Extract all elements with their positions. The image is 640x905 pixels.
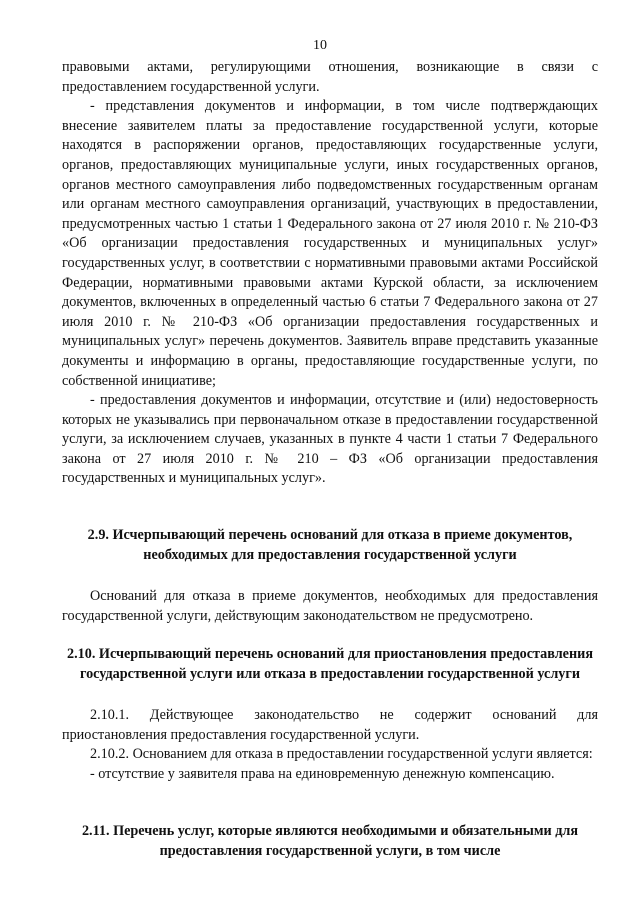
spacer: [62, 565, 598, 587]
paragraph-documents-info: - представления документов и информации, в том числе подтверждающих внесение заявителем платы за предоставление государственной услуги, которые находятся в распоряжении органов, предоставляющих государственные услуги, органов, предоставляющих муниципальные услуги, иных государственных органов, органов местного самоуправления либо подведомственных государственным органам или органам местного самоуправления организаций, участвующих в предоставлении, предусмотренных частью 1 статьи 1 Федерального закона от 27 июля 2010 г. № 210-ФЗ «Об организации предоставления государственных и муниципальных услуг» государственных услуг, в соответствии с нормативными правовыми актами Российской Федерации, нормативными правовыми актами Курской области, за исключением документов, включенных в определенный частью 6 статьи 7 Федерального закона от 27 июля 2010 г. № 210-ФЗ «Об организации предоставления государственных и муниципальных услуг» перечень документов. Заявитель вправе представить указанные документы и информацию в органы, предоставляющие государственные услуги, по собственной инициативе;: [62, 98, 598, 389]
section-heading-2-9: 2.9. Исчерпывающий перечень оснований для отказа в приеме документов, необходимых для предоставления государственной услуги: [87, 527, 573, 564]
paragraph-no-grounds: Оснований для отказа в приеме документов, необходимых для предоставления государственной услуги, действующим законодательством не предусмотрено.: [62, 588, 598, 624]
document-body: [62, 58, 598, 861]
section-heading-2-10: 2.10. Исчерпывающий перечень оснований для приостановления предоставления государственной услуги или отказа в предоставлении государственной услуги: [66, 646, 594, 683]
page-number: 10: [313, 38, 327, 53]
spacer: [62, 489, 598, 525]
spacer: [62, 684, 598, 706]
paragraph-2-10-1: 2.10.1. Действующее законодательство не содержит оснований для приостановления предоставления государственной услуги.: [62, 707, 598, 743]
paragraph-intro: правовыми актами, регулирующими отношения, возникающие в связи с предоставлением государственной услуги.: [62, 59, 598, 95]
spacer: [62, 785, 598, 821]
spacer: [62, 626, 598, 644]
section-heading-2-11: 2.11. Перечень услуг, которые являются необходимыми и обязательными для предоставления государственной услуги, в том числе: [81, 822, 579, 859]
paragraph-2-10-2: 2.10.2. Основанием для отказа в предоставлении государственной услуги является:: [90, 746, 593, 763]
paragraph-no-right: - отсутствие у заявителя права на единовременную денежную компенсацию.: [90, 766, 555, 783]
paragraph-reliability: - предоставления документов и информации, отсутствие и (или) недостоверность которых не указывались при первоначальном отказе в предоставлении государственной услуги, за исключением случаев, указанных в пункте 4 части 1 статьи 7 Федерального закона от 27 июля 2010 г. № 210 – ФЗ «Об организации предоставления государственных и муниципальных услуг».: [62, 392, 598, 487]
